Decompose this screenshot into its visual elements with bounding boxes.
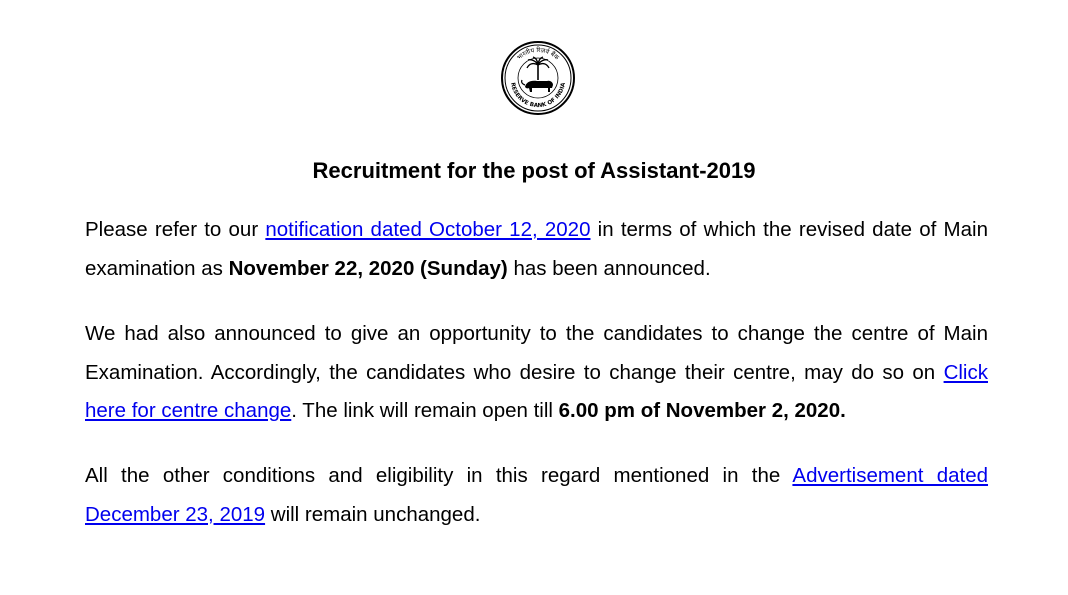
page-title: Recruitment for the post of Assistant-2019 [312,158,756,183]
advertisement-link[interactable]: Advertisement dated December 23, 2019 [85,464,989,526]
exam-date-bold: November 22, 2020 (Sunday) [228,256,508,280]
deadline-bold: 6.00 pm of November 2, 2020. [558,399,846,422]
paragraph-revised-exam-date: Please refer to our notification dated October 12, 2020 in terms of which the revised date of Main examination as November 22, 2020 (Sunday) has been announced. [85,218,988,280]
centre-change-link[interactable]: Click here for centre change [85,360,988,422]
seal-hindi-text: भारतीय रिज़र्व बैंक [515,46,561,62]
seal-english-text: RESERVE BANK OF INDIA [509,82,567,110]
notification-link[interactable]: notification dated October 12, 2020 [265,218,591,241]
paragraph-conditions: All the other conditions and eligibility in this regard mentioned in the Advertisement dated December 23, 2019 will remain unchanged. [85,464,989,526]
rbi-seal-icon [500,40,576,116]
paragraph-centre-change: We had also announced to give an opportunity to the candidates to change the centre of Main Examination. Accordingly, the candidates who desire to change their centre, may do so on Click here for centre change. The link will remain open till 6.00 pm of November 2, 2020. [85,322,988,422]
